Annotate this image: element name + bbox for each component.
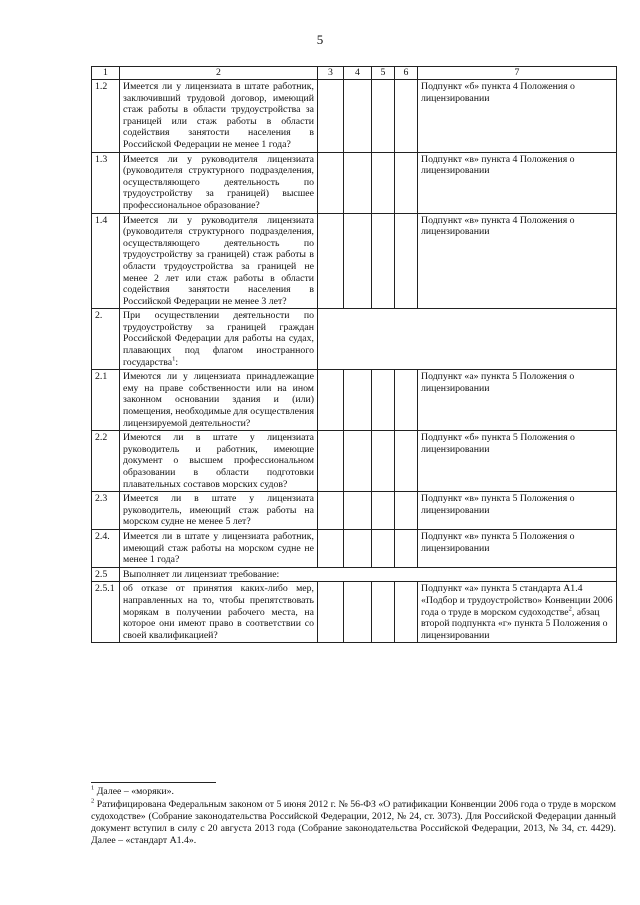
legal-reference: Подпункт «в» пункта 4 Положения о лицензировании	[418, 213, 617, 309]
item-number: 2.3	[92, 492, 120, 530]
table-row	[92, 309, 617, 370]
answer-cell	[395, 492, 418, 530]
table-row	[92, 213, 617, 309]
legal-reference: Подпункт «а» пункта 5 Положения о лицензировании	[418, 370, 617, 431]
answer-cell	[395, 370, 418, 431]
footnote	[91, 786, 616, 798]
footnote-mark: 2	[91, 797, 95, 805]
answer-cell	[372, 80, 395, 153]
header-cell: 4	[344, 67, 372, 80]
answer-cell	[395, 431, 418, 492]
answer-cell	[318, 152, 344, 213]
answer-cell	[318, 80, 344, 153]
header-cell: 3	[318, 67, 344, 80]
answer-cell	[344, 582, 372, 643]
legal-reference: Подпункт «в» пункта 5 Положения о лицензировании	[418, 492, 617, 530]
question-text: Имеются ли в штате у лицензиата руководитель и работник, имеющие документ о высшем профессиональном образовании в области подготовки плавательных составов морских судов?	[120, 431, 318, 492]
table-row	[92, 529, 617, 567]
question-text: Имеется ли у лицензиата в штате работник, заключивший трудовой договор, имеющий стаж работы в области трудоустройства за границей или стаж работы в области содействия занятости населения в Российской Федерации не менее 1 года?	[120, 80, 318, 153]
item-number: 2.2	[92, 431, 120, 492]
footnote-divider	[91, 782, 216, 783]
item-number: 2.	[92, 309, 120, 370]
question-text: Имеется ли в штате у лицензиата руководитель, имеющий стаж работы на морском судне не менее 5 лет?	[120, 492, 318, 530]
header-cell: 7	[418, 67, 617, 80]
answer-cell	[372, 529, 395, 567]
answer-cell	[318, 529, 344, 567]
question-text: Имеется ли у руководителя лицензиата (руководителя структурного подразделения, осуществляющего деятельность по трудоустройству за границей) высшее профессиональное образование?	[120, 152, 318, 213]
legal-reference: Подпункт «б» пункта 4 Положения о лицензировании	[418, 80, 617, 153]
item-number: 2.5.1	[92, 582, 120, 643]
answer-cell	[372, 582, 395, 643]
legal-reference: Подпункт «в» пункта 5 Положения о лицензировании	[418, 529, 617, 567]
footnote	[91, 799, 616, 847]
checklist-table	[91, 66, 617, 643]
table-row	[92, 582, 617, 643]
answer-cell	[372, 431, 395, 492]
table-row	[92, 567, 617, 582]
answer-cell	[344, 492, 372, 530]
question-text: Имеется ли в штате у лицензиата работник, имеющий стаж работы на морском судне не менее 1 года?	[120, 529, 318, 567]
header-cell: 1	[92, 67, 120, 80]
section-heading-text: При осуществлении деятельности по трудоустройству за границей граждан Российской Федерации для работы на судах, плавающих под флагом иностранного государства	[123, 310, 314, 368]
answer-cell	[318, 582, 344, 643]
answer-cell	[372, 370, 395, 431]
footnote-ref: 2	[568, 605, 572, 613]
header-cell: 2	[120, 67, 318, 80]
footnotes	[91, 786, 616, 848]
item-number: 1.3	[92, 152, 120, 213]
answer-cell	[395, 152, 418, 213]
answer-cell	[318, 213, 344, 309]
table-row	[92, 492, 617, 530]
question-text: об отказе от принятия каких-либо мер, направленных на то, чтобы препятствовать морякам в получении рабочего места, на которое они имеют право в соответствии со своей квалификацией?	[120, 582, 318, 643]
item-number: 2.1	[92, 370, 120, 431]
answer-cell	[372, 492, 395, 530]
legal-reference-end: , абзац второй подпункта «г» пункта 5 Положения о лицензировании	[421, 606, 608, 641]
answer-cell	[318, 431, 344, 492]
table-row	[92, 431, 617, 492]
answer-cell	[395, 529, 418, 567]
item-number: 1.4	[92, 213, 120, 309]
answer-cell	[318, 370, 344, 431]
answer-cell	[395, 213, 418, 309]
legal-reference: Подпункт «б» пункта 5 Положения о лицензировании	[418, 431, 617, 492]
answer-cell	[318, 492, 344, 530]
question-text: Имеется ли у руководителя лицензиата (руководителя структурного подразделения, осуществляющего деятельность по трудоустройству за границей) стаж работы в области трудоустройства за границей не менее 2 лет или стаж работы в области содействия занятости населения в Российской Федерации не менее 3 лет?	[120, 213, 318, 309]
table-row	[92, 80, 617, 153]
section-heading-end: :	[175, 356, 179, 368]
answer-cell	[344, 80, 372, 153]
header-cell: 6	[395, 67, 418, 80]
item-number: 2.4.	[92, 529, 120, 567]
table-row	[92, 370, 617, 431]
answer-cell	[344, 431, 372, 492]
section-heading	[120, 309, 318, 370]
answer-cell	[344, 152, 372, 213]
page-number: 5	[316, 32, 324, 47]
answer-cell	[395, 80, 418, 153]
item-number: 1.2	[92, 80, 120, 153]
question-text: Выполняет ли лицензиат требование:	[120, 567, 617, 582]
footnote-text: Ратифицирована Федеральным законом от 5 июня 2012 г. № 56-ФЗ «О ратификации Конвенции 2006 года о труде в морском судоходстве» (Собрание законодательства Российской Федерации, 2012, № 24, ст. 3073). Для Российской Федерации данный документ вступил в силу с 20 августа 2013 года (Собрание законодательства Российской Федерации, 2013, № 34, ст. 4429). Далее – «стандарт А1.4».	[91, 799, 616, 846]
merged-empty-cell	[318, 309, 617, 370]
answer-cell	[372, 152, 395, 213]
answer-cell	[344, 529, 372, 567]
item-number: 2.5	[92, 567, 120, 582]
legal-reference	[418, 582, 617, 643]
table-row	[92, 152, 617, 213]
footnote-text: Далее – «моряки».	[94, 786, 174, 797]
legal-reference: Подпункт «в» пункта 4 Положения о лицензировании	[418, 152, 617, 213]
answer-cell	[344, 370, 372, 431]
footnote-mark: 1	[91, 784, 95, 792]
question-text: Имеются ли у лицензиата принадлежащие ему на праве собственности или на ином законном основании здания и (или) помещения, необходимые для осуществления лицензируемой деятельности?	[120, 370, 318, 431]
footnote-ref: 1	[172, 355, 176, 363]
legal-reference-text: Подпункт «а» пункта 5 стандарта А1.4 «Подбор и трудоустройство» Конвенции 2006 года о труде в морском судоходстве	[421, 583, 613, 618]
answer-cell	[372, 213, 395, 309]
answer-cell	[344, 213, 372, 309]
answer-cell	[395, 582, 418, 643]
header-row	[92, 67, 617, 80]
header-cell: 5	[372, 67, 395, 80]
